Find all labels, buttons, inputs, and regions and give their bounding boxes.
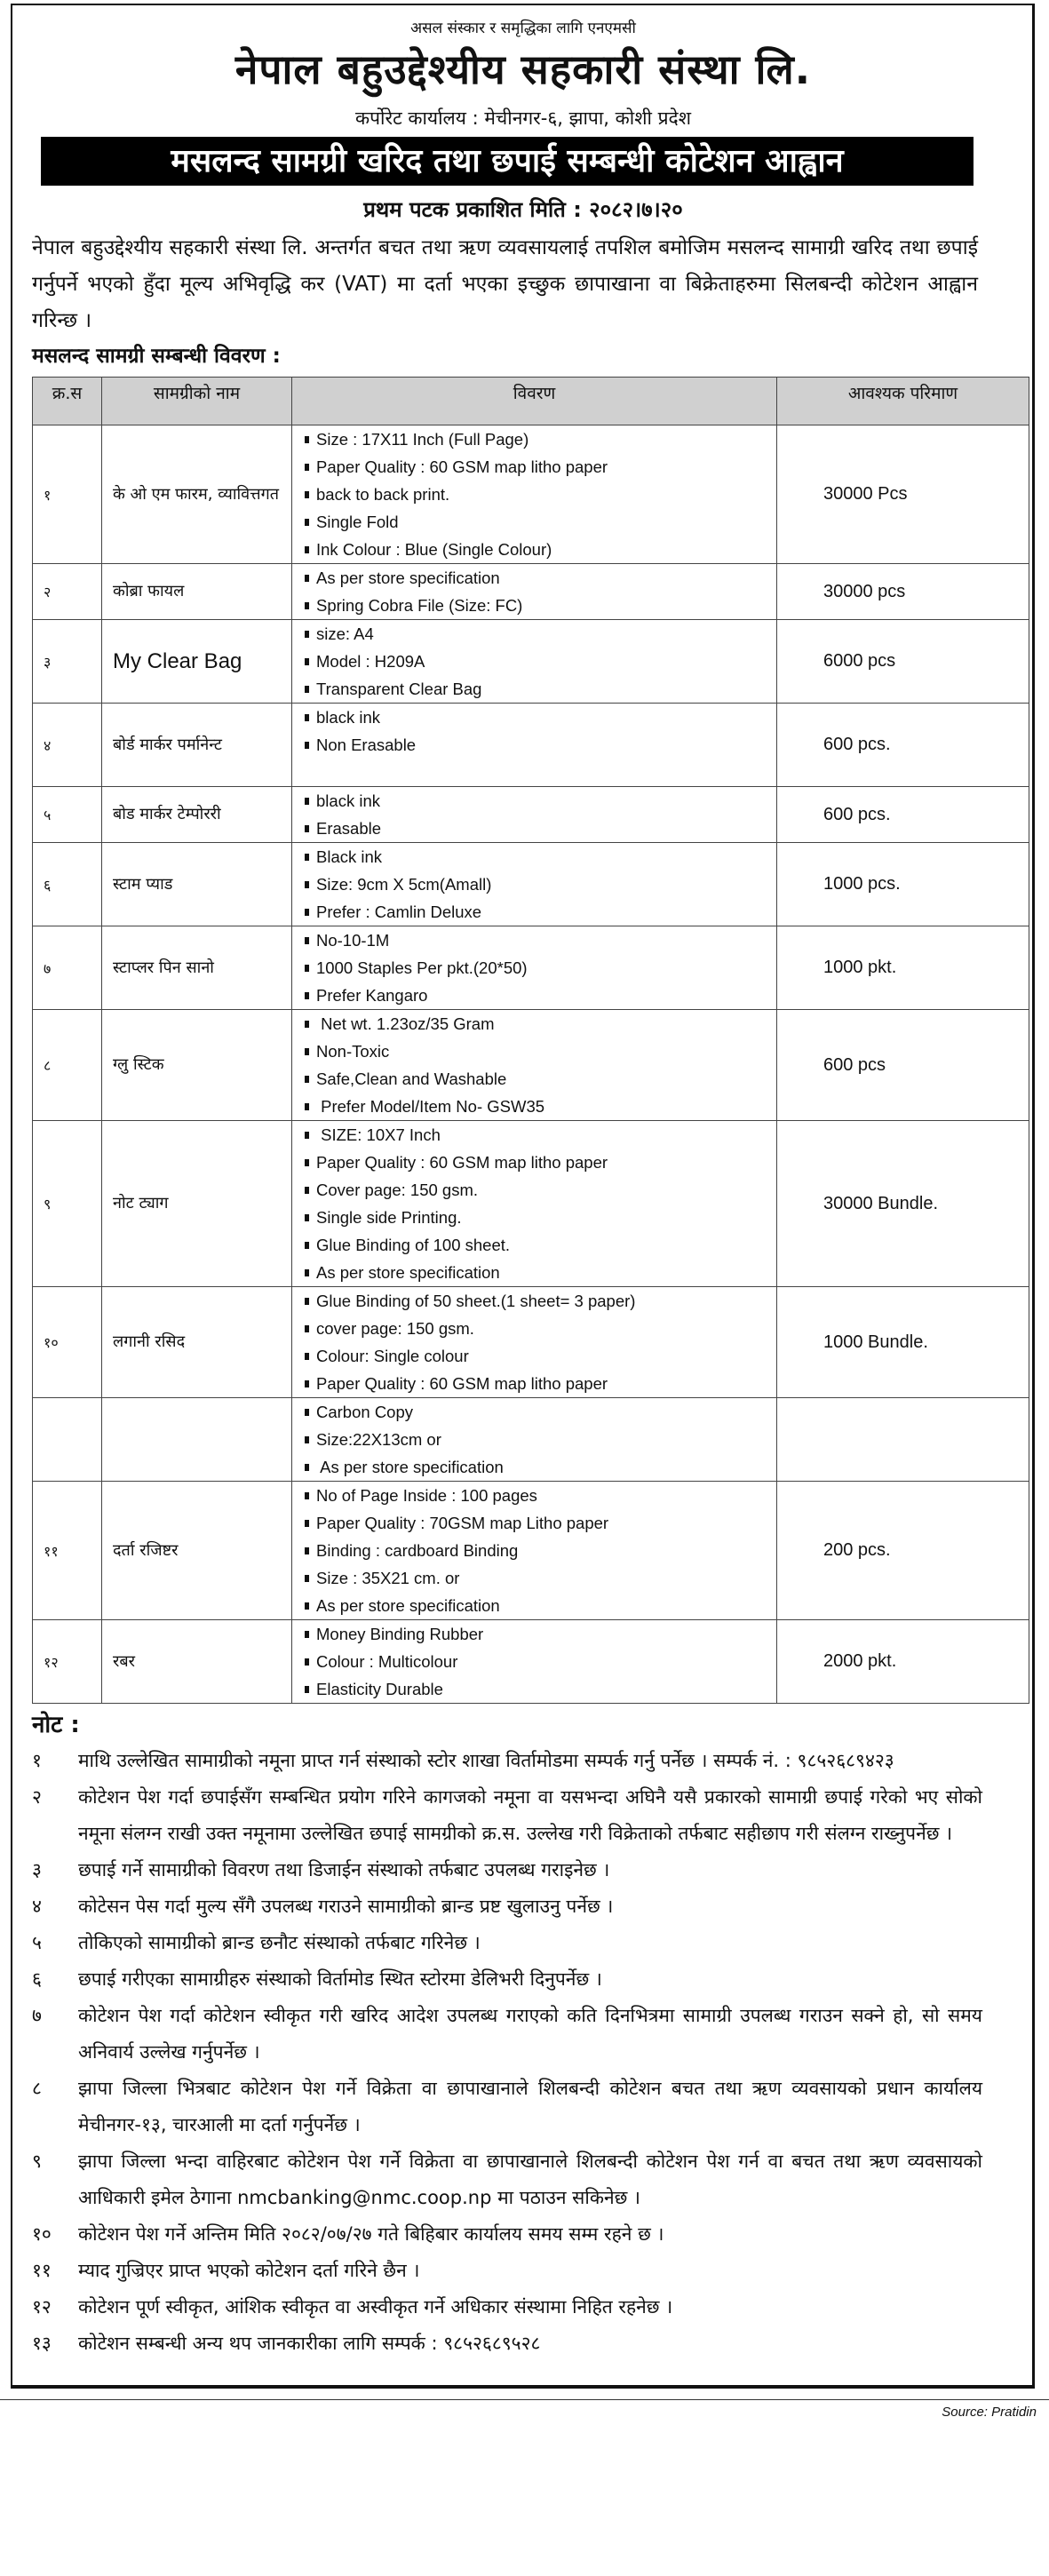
divider xyxy=(0,2399,1049,2400)
item-name: ग्लु स्टिक xyxy=(102,1010,292,1121)
table-row xyxy=(33,926,1029,1010)
row-number: ११ xyxy=(33,1482,102,1620)
row-number: ५ xyxy=(33,787,102,843)
row-number: २ xyxy=(33,564,102,620)
description-bullet: Colour : Multicolour xyxy=(305,1648,776,1675)
organization-name: नेपाल बहुउद्देश्यीय सहकारी संस्था लि. xyxy=(234,45,812,93)
table-row xyxy=(33,1010,1029,1121)
note-number: ४ xyxy=(32,1896,42,1917)
description-bullet: Erasable xyxy=(305,815,776,842)
item-quantity: 2000 pkt. xyxy=(777,1620,1029,1704)
note-item xyxy=(32,2326,982,2362)
note-item xyxy=(32,2216,982,2253)
note-text: तोकिएको सामाग्रीको ब्रान्ड छनौट संस्थाको तर्फबाट गरिनेछ । xyxy=(78,1932,481,1953)
note-item xyxy=(32,1779,982,1852)
row-number: ८ xyxy=(33,1010,102,1121)
note-number: ६ xyxy=(32,1968,42,1990)
col-header-description: विवरण xyxy=(292,378,777,425)
description-bullet: SIZE: 10X7 Inch xyxy=(305,1121,776,1149)
col-header-name: सामग्रीको नाम xyxy=(102,378,292,425)
note-number: २ xyxy=(32,1786,42,1808)
note-number: ५ xyxy=(32,1932,42,1953)
description-bullet: No of Page Inside : 100 pages xyxy=(305,1482,776,1509)
note-text: माथि उल्लेखित सामाग्रीको नमूना प्राप्त गर्न संस्थाको स्टोर शाखा विर्तामोडमा सम्पर्क गर्नु पर्नेछ । सम्पर्क नं. : ९८५२६८९४२३ xyxy=(78,1750,894,1771)
description-bullet: Transparent Clear Bag xyxy=(305,675,776,703)
description-bullet: Spring Cobra File (Size: FC) xyxy=(305,592,776,619)
item-name: My Clear Bag xyxy=(102,620,292,704)
section-heading: मसलन्द सामग्री सम्बन्धी विवरण : xyxy=(32,345,281,368)
note-number: ८ xyxy=(32,2078,42,2099)
note-text: कोटेसन पेस गर्दा मुल्य सँगै उपलब्ध गराउने सामाग्रीको ब्रान्ड प्रष्ट खुलाउनु पर्नेछ । xyxy=(78,1896,614,1917)
description-bullet: Elasticity Durable xyxy=(305,1675,776,1703)
note-item xyxy=(32,2253,982,2289)
intro-paragraph: नेपाल बहुउद्देश्यीय सहकारी संस्था लि. अन्तर्गत बचत तथा ऋण व्यवसायलाई तपशिल बमोजिम मसलन्द सामाग्री खरिद तथा छपाई गर्नुपर्ने भएको हुँदा मूल्य अभिवृद्धि कर (VAT) मा दर्ता भएका इच्छुक छापाखाना वा बिक्रेताहरुमा सिलबन्दी कोटेशन आह्वान गरिन्छ । xyxy=(32,236,978,332)
item-quantity xyxy=(777,1398,1029,1482)
description-bullet: Prefer Kangaro xyxy=(305,982,776,1009)
row-number: ६ xyxy=(33,843,102,926)
item-description xyxy=(292,926,777,1010)
note-text: छपाई गर्ने सामाग्रीको विवरण तथा डिजाईन संस्थाको तर्फबाट उपलब्ध गराइनेछ । xyxy=(78,1859,610,1880)
note-number: ९ xyxy=(32,2151,42,2172)
row-number: ४ xyxy=(33,704,102,787)
description-bullet: Non Erasable xyxy=(305,731,776,759)
item-quantity: 600 pcs. xyxy=(777,704,1029,787)
item-quantity: 600 pcs. xyxy=(777,787,1029,843)
item-name: बोर्ड मार्कर पर्मानेन्ट xyxy=(102,704,292,787)
description-bullet: Paper Quality : 60 GSM map litho paper xyxy=(305,453,776,481)
item-description xyxy=(292,425,777,564)
item-name: स्टाम प्याड xyxy=(102,843,292,926)
note-text: कोटेशन पेश गर्दा छपाईसँग सम्बन्धित प्रयोग गरिने कागजको नमूना वा यसभन्दा अघिनै यसै प्रकारको सामाग्री छपाई गरेको भए सोको नमूना संलग्न राखी उक्त नमूनामा उल्लेखित छपाई सामग्रीको क्र.स. उल्लेख गरी विक्रेताको तर्फबाट सहीछाप गरी संलग्न राख्नुपर्नेछ । xyxy=(78,1786,982,1844)
item-name: बोड मार्कर टेम्पोररी xyxy=(102,787,292,843)
row-number: १ xyxy=(33,425,102,564)
note-text: झापा जिल्ला भित्रबाट कोटेशन पेश गर्ने विक्रेता वा छापाखानाले शिलबन्दी कोटेशन बचत तथा ऋण व्यवसायको प्रधान कार्यालय मेचीनगर-१३, चारआली मा दर्ता गर्नुपर्नेछ । xyxy=(78,2078,982,2135)
description-bullet: Paper Quality : 60 GSM map litho paper xyxy=(305,1370,776,1397)
description-bullet: black ink xyxy=(305,704,776,731)
note-text: झापा जिल्ला भन्दा वाहिरबाट कोटेशन पेश गर्ने विक्रेता वा छापाखानाले शिलबन्दी कोटेशन पेश गर्न वा बचत तथा ऋण व्यवसायको आधिकारी इमेल ठेगाना nmcbanking@nmc.coop.np मा पठाउन सकिनेछ । xyxy=(78,2151,982,2208)
row-number: १२ xyxy=(33,1620,102,1704)
item-quantity: 30000 pcs xyxy=(777,564,1029,620)
note-number: १ xyxy=(32,1750,42,1771)
description-bullet: Colour: Single colour xyxy=(305,1342,776,1370)
notice-banner: मसलन्द सामग्री खरिद तथा छपाई सम्बन्धी कोटेशन आह्वान xyxy=(41,137,974,186)
note-item xyxy=(32,2143,982,2216)
item-quantity: 1000 Bundle. xyxy=(777,1287,1029,1398)
note-text: कोटेशन सम्बन्धी अन्य थप जानकारीका लागि सम्पर्क : ९८५२६८९५२८ xyxy=(78,2333,541,2354)
description-bullet: Safe,Clean and Washable xyxy=(305,1065,776,1093)
tagline: असल संस्कार र समृद्धिका लागि एनएमसी xyxy=(410,20,636,37)
table-row xyxy=(33,704,1029,787)
description-bullet: Paper Quality : 60 GSM map litho paper xyxy=(305,1149,776,1176)
item-quantity: 600 pcs xyxy=(777,1010,1029,1121)
table-row xyxy=(33,1287,1029,1398)
item-name: स्टाप्लर पिन सानो xyxy=(102,926,292,1010)
description-bullet: Money Binding Rubber xyxy=(305,1620,776,1648)
row-number: १० xyxy=(33,1287,102,1398)
note-item xyxy=(32,1925,982,1961)
item-description xyxy=(292,1287,777,1398)
table-body xyxy=(33,425,1029,1704)
item-quantity: 30000 Pcs xyxy=(777,425,1029,564)
table-row xyxy=(33,787,1029,843)
item-description xyxy=(292,1620,777,1704)
item-description xyxy=(292,564,777,620)
item-description xyxy=(292,1010,777,1121)
col-header-sn: क्र.स xyxy=(33,378,102,425)
table-header-row xyxy=(33,378,1029,425)
description-bullet: 1000 Staples Per pkt.(20*50) xyxy=(305,954,776,982)
note-text: कोटेशन पेश गर्ने अन्तिम मिति २०८२/०७/२७ गते बिहिबार कार्यालय समय सम्म रहने छ । xyxy=(78,2223,664,2245)
source-credit: Source: Pratidin xyxy=(942,2405,1037,2420)
row-number: ९ xyxy=(33,1121,102,1287)
description-bullet: Black ink xyxy=(305,843,776,871)
description-bullet: Cover page: 150 gsm. xyxy=(305,1176,776,1204)
note-text: कोटेशन पेश गर्दा कोटेशन स्वीकृत गरी खरिद आदेश उपलब्ध गराएको कति दिनभित्रमा सामाग्री उपलब्ध गराउन सक्ने हो, सो समय अनिवार्य उल्लेख गर्नुपर्नेछ । xyxy=(78,2005,982,2063)
description-bullet: Ink Colour : Blue (Single Colour) xyxy=(305,536,776,563)
item-quantity: 6000 pcs xyxy=(777,620,1029,704)
item-quantity: 1000 pkt. xyxy=(777,926,1029,1010)
table-row xyxy=(33,1121,1029,1287)
note-text: छपाई गरीएका सामाग्रीहरु संस्थाको विर्तामोड स्थित स्टोरमा डेलिभरी दिनुपर्नेछ । xyxy=(78,1968,602,1990)
item-name: दर्ता रजिष्टर xyxy=(102,1482,292,1620)
note-number: १३ xyxy=(32,2333,52,2354)
table-row xyxy=(33,620,1029,704)
description-bullet: black ink xyxy=(305,787,776,815)
item-description xyxy=(292,1121,777,1287)
item-name: रबर xyxy=(102,1620,292,1704)
blank-line xyxy=(305,759,776,786)
row-number: ७ xyxy=(33,926,102,1010)
description-bullet: Glue Binding of 50 sheet.(1 sheet= 3 paper) xyxy=(305,1287,776,1315)
item-description xyxy=(292,1398,777,1482)
item-description xyxy=(292,620,777,704)
description-bullet: Net wt. 1.23oz/35 Gram xyxy=(305,1010,776,1038)
description-bullet: Size: 9cm X 5cm(Amall) xyxy=(305,871,776,898)
table-row xyxy=(33,1398,1029,1482)
note-number: १० xyxy=(32,2223,52,2245)
description-bullet: size: A4 xyxy=(305,620,776,648)
description-bullet: back to back print. xyxy=(305,481,776,508)
description-bullet: Size : 17X11 Inch (Full Page) xyxy=(305,425,776,453)
table-row xyxy=(33,1482,1029,1620)
description-bullet: As per store specification xyxy=(305,1592,776,1619)
note-item xyxy=(32,1961,982,1998)
description-bullet: As per store specification xyxy=(305,564,776,592)
note-number: ७ xyxy=(32,2005,42,2026)
item-description xyxy=(292,1482,777,1620)
col-header-quantity: आवश्यक परिमाण xyxy=(777,378,1029,425)
item-name: के ओ एम फारम, व्यावित्तगत xyxy=(102,425,292,564)
description-bullet: Prefer Model/Item No- GSW35 xyxy=(305,1093,776,1120)
row-number: ३ xyxy=(33,620,102,704)
note-item xyxy=(32,1743,982,1779)
item-name: कोब्रा फायल xyxy=(102,564,292,620)
row-number xyxy=(33,1398,102,1482)
table-row xyxy=(33,1620,1029,1704)
publication-date: प्रथम पटक प्रकाशित मिति : २०८२।७।२० xyxy=(363,197,683,222)
table-row xyxy=(33,843,1029,926)
description-bullet: As per store specification xyxy=(305,1453,776,1481)
description-bullet: Size : 35X21 cm. or xyxy=(305,1564,776,1592)
description-bullet: No-10-1M xyxy=(305,926,776,954)
item-name xyxy=(102,1398,292,1482)
items-table xyxy=(32,377,1029,1704)
note-item xyxy=(32,2289,982,2326)
item-quantity: 200 pcs. xyxy=(777,1482,1029,1620)
item-quantity: 30000 Bundle. xyxy=(777,1121,1029,1287)
notes-list xyxy=(32,1743,982,2362)
table-row xyxy=(33,425,1029,564)
description-bullet: Carbon Copy xyxy=(305,1398,776,1426)
notes-heading: नोट : xyxy=(32,1712,80,1738)
description-bullet: Single side Printing. xyxy=(305,1204,776,1231)
item-quantity: 1000 pcs. xyxy=(777,843,1029,926)
note-number: १२ xyxy=(32,2296,52,2318)
description-bullet: Model : H209A xyxy=(305,648,776,675)
note-number: ३ xyxy=(32,1859,42,1880)
note-text: कोटेशन पूर्ण स्वीकृत, आंशिक स्वीकृत वा अस्वीकृत गर्ने अधिकार संस्थामा निहित रहनेछ । xyxy=(78,2296,673,2318)
description-bullet: Single Fold xyxy=(305,508,776,536)
description-bullet: Glue Binding of 100 sheet. xyxy=(305,1231,776,1259)
note-text: म्याद गुज्रिएर प्राप्त भएको कोटेशन दर्ता गरिने छैन । xyxy=(78,2260,420,2281)
description-bullet: Binding : cardboard Binding xyxy=(305,1537,776,1564)
note-item xyxy=(32,1852,982,1888)
item-name: नोट ट्याग xyxy=(102,1121,292,1287)
office-address: कर्पोरेट कार्यालय : मेचीनगर-६, झापा, कोशी प्रदेश xyxy=(355,107,691,129)
note-item xyxy=(32,2071,982,2143)
note-number: ११ xyxy=(32,2260,52,2281)
description-bullet: Prefer : Camlin Deluxe xyxy=(305,898,776,926)
description-bullet: Paper Quality : 70GSM map Litho paper xyxy=(305,1509,776,1537)
item-description xyxy=(292,787,777,843)
description-bullet: cover page: 150 gsm. xyxy=(305,1315,776,1342)
item-description xyxy=(292,704,777,787)
description-bullet: As per store specification xyxy=(305,1259,776,1286)
item-description xyxy=(292,843,777,926)
table-row xyxy=(33,564,1029,620)
notice-frame xyxy=(11,4,1035,2389)
note-item xyxy=(32,1998,982,2071)
description-bullet: Size:22X13cm or xyxy=(305,1426,776,1453)
description-bullet: Non-Toxic xyxy=(305,1038,776,1065)
note-item xyxy=(32,1888,982,1925)
item-name: लगानी रसिद xyxy=(102,1287,292,1398)
